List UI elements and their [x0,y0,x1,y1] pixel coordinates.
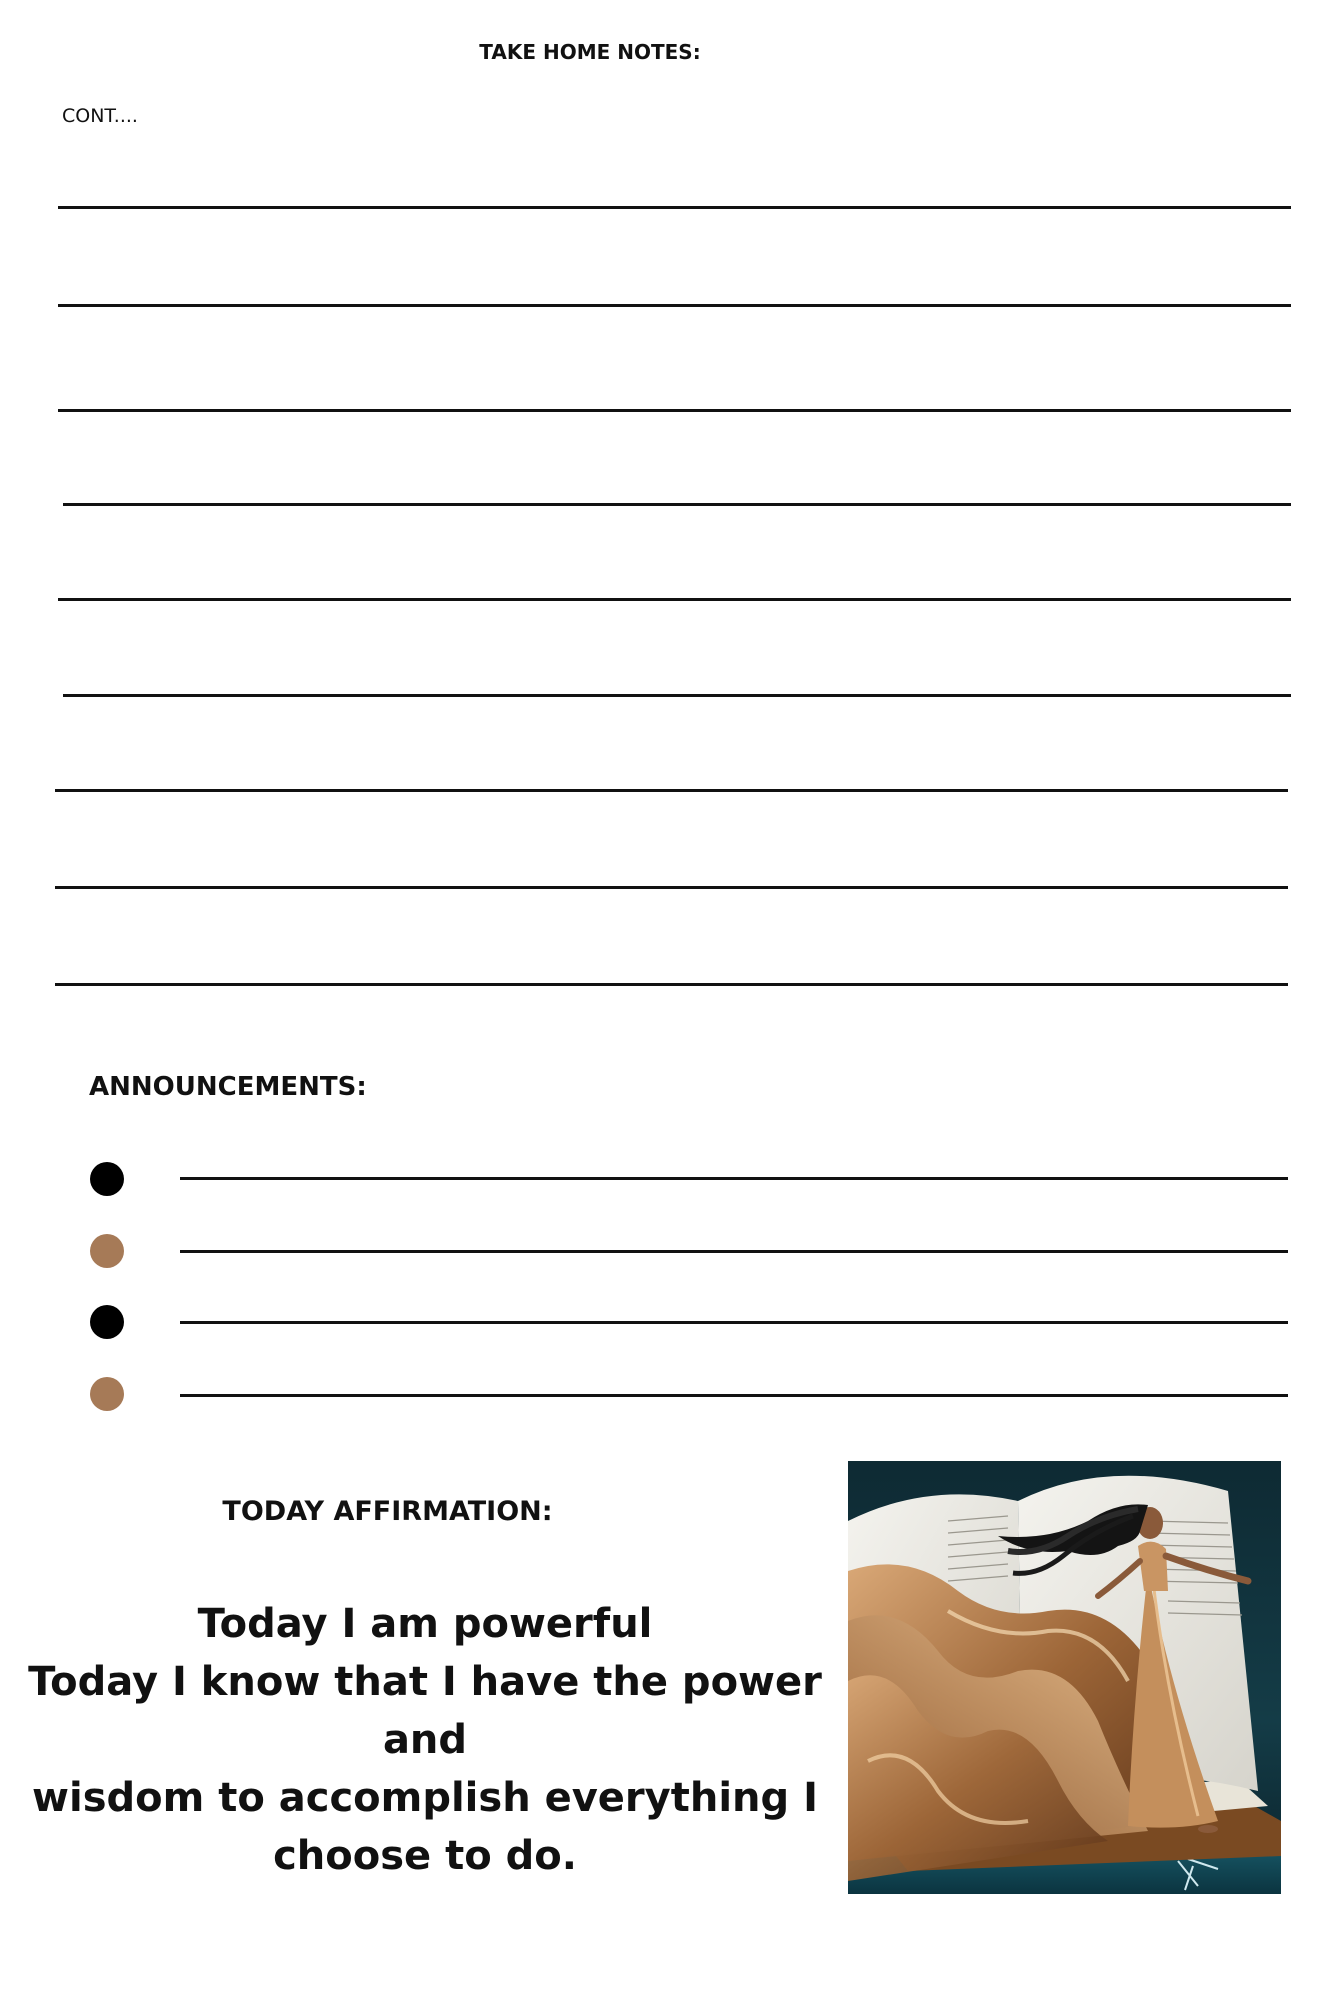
note-line [58,304,1291,307]
affirmation-title: TODAY AFFIRMATION: [222,1496,553,1527]
note-line [63,694,1291,697]
note-line [55,886,1288,889]
note-line [63,503,1291,506]
announcement-line [180,1321,1288,1324]
note-line [58,598,1291,601]
woman-on-open-book-illustration [848,1461,1281,1894]
bullet-icon [90,1162,124,1196]
affirmation-line: wisdom to accomplish everything I [32,1775,818,1821]
note-line [55,983,1288,986]
announcement-line [180,1177,1288,1180]
note-line [58,409,1291,412]
announcement-line [180,1394,1288,1397]
bullet-icon [90,1377,124,1411]
affirmation-line: Today I am powerful [197,1601,653,1647]
affirmation-text [25,1595,825,1885]
note-line [55,789,1288,792]
announcements-title: ANNOUNCEMENTS: [89,1072,367,1102]
announcement-line [180,1250,1288,1253]
bullet-icon [90,1234,124,1268]
continued-label: CONT.... [62,105,138,127]
notes-title: TAKE HOME NOTES: [479,40,701,64]
bullet-icon [90,1305,124,1339]
note-line [58,206,1291,209]
affirmation-line: Today I know that I have the power and [28,1659,822,1763]
affirmation-line: choose to do. [273,1833,577,1879]
